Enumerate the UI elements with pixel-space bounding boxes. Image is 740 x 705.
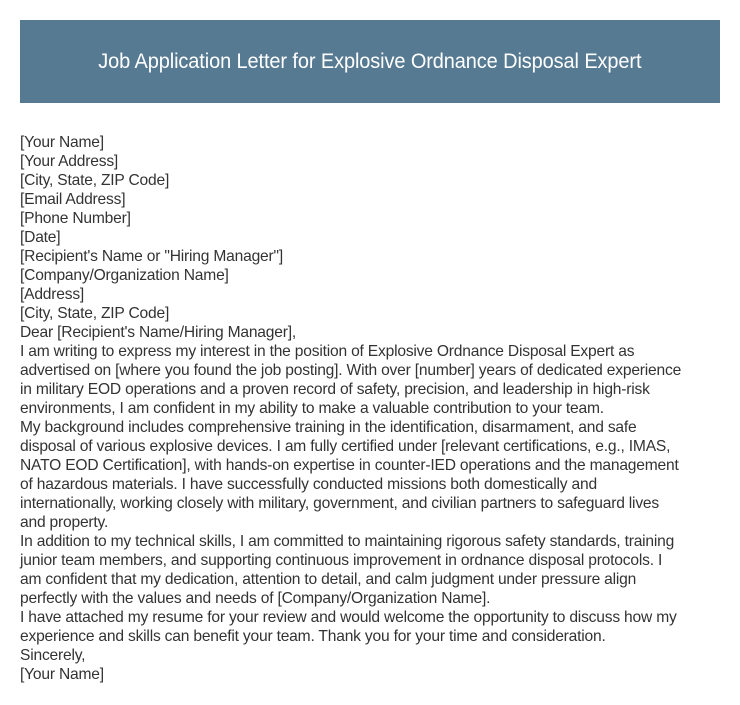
letter-body (20, 133, 725, 684)
paragraph-closing (20, 608, 725, 646)
paragraph-intro (20, 342, 725, 418)
recipient-company: [Company/Organization Name] (20, 267, 229, 284)
paragraph-line: disposal of various explosive devices. I am fully certified under [relevant certifications, e.g., IMAS, (20, 438, 671, 455)
recipient-name: [Recipient's Name or "Hiring Manager"] (20, 248, 283, 265)
sender-email: [Email Address] (20, 191, 126, 208)
recipient-city-state-zip: [City, State, ZIP Code] (20, 305, 170, 322)
signature: [Your Name] (20, 666, 104, 683)
paragraph-line: In addition to my technical skills, I am committed to maintaining rigorous safety standards, training (20, 533, 675, 550)
paragraph-line: am confident that my dedication, attention to detail, and calm judgment under pressure align (20, 571, 637, 588)
recipient-block (20, 247, 725, 323)
recipient-address: [Address] (20, 286, 85, 303)
sender-phone: [Phone Number] (20, 210, 131, 227)
paragraph-line: My background includes comprehensive training in the identification, disarmament, and safe (20, 419, 637, 436)
paragraph-line: in military EOD operations and a proven record of safety, precision, and leadership in high-risk (20, 381, 650, 398)
paragraph-line: I have attached my resume for your review and would welcome the opportunity to discuss how my (20, 609, 677, 626)
paragraph-line: and property. (20, 514, 109, 531)
paragraph-line: I am writing to express my interest in the position of Explosive Ordnance Disposal Expert as (20, 343, 635, 360)
letter-date: [Date] (20, 229, 61, 246)
sender-city-state-zip: [City, State, ZIP Code] (20, 172, 170, 189)
sender-block (20, 133, 725, 228)
paragraph-line: perfectly with the values and needs of [Company/Organization Name]. (20, 590, 491, 607)
sender-address: [Your Address] (20, 153, 119, 170)
paragraph-line: junior team members, and supporting continuous improvement in ordnance disposal protocols. I (20, 552, 663, 569)
paragraph-background (20, 418, 725, 532)
paragraph-line: internationally, working closely with military, government, and civilian partners to safeguard lives (20, 495, 659, 512)
paragraph-line: of hazardous materials. I have successfully conducted missions both domestically and (20, 476, 597, 493)
paragraph-line: experience and skills can benefit your team. Thank you for your time and consideration. (20, 628, 606, 645)
paragraph-line: advertised on [where you found the job posting]. With over [number] years of dedicated experience (20, 362, 682, 379)
page-title: Job Application Letter for Explosive Ordnance Disposal Expert (98, 49, 642, 73)
closing: Sincerely, (20, 647, 86, 664)
letter-title-banner (20, 20, 720, 103)
paragraph-commitment (20, 532, 725, 608)
paragraph-line: NATO EOD Certification], with hands-on expertise in counter-IED operations and the management (20, 457, 679, 474)
paragraph-line: environments, I am confident in my ability to make a valuable contribution to your team. (20, 400, 604, 417)
salutation: Dear [Recipient's Name/Hiring Manager], (20, 324, 296, 341)
sender-name: [Your Name] (20, 134, 104, 151)
